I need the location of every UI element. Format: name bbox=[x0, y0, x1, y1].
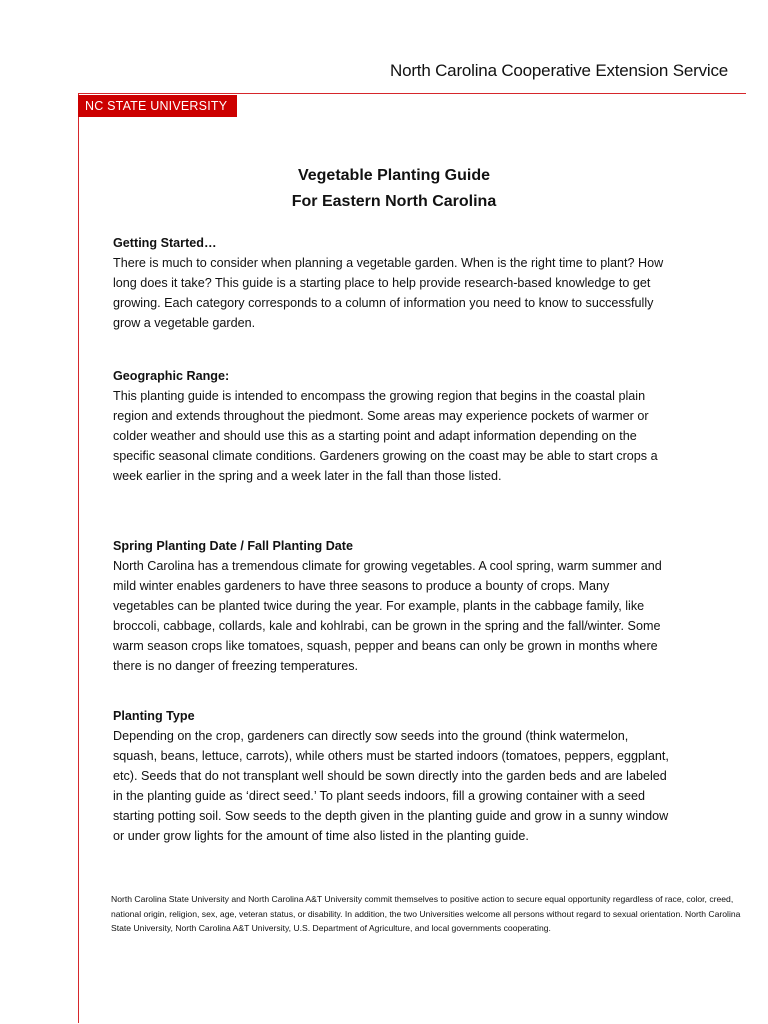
document-subtitle: For Eastern North Carolina bbox=[291, 193, 497, 210]
section-body: There is much to consider when planning a vegetable garden. When is the right time to plant? How long does it take? This guide is a starting place to help provide research-based knowledge to get growing. Each category corresponds to a column of information you need to know to successfully grow a vegetable garden. bbox=[113, 256, 664, 330]
section-body: North Carolina has a tremendous climate for growing vegetables. A cool spring, warm summer and mild winter enables gardeners to have three seasons to produce a bounty of crops. Many vegetables can be planted twice during the year. For example, plants in the cabbage family, like broccoli, cabbage, collards, kale and kohlrabi, can be grown in the spring and the fall/winter. Some warm season crops like tomatoes, squash, pepper and beans can only be grown in months where there is no danger of freezing temperatures. bbox=[113, 559, 662, 673]
section-heading: Planting Type bbox=[113, 709, 195, 723]
section-heading: Getting Started… bbox=[113, 236, 217, 250]
section-body: This planting guide is intended to encompass the growing region that begins in the coastal plain region and extends throughout the piedmont. Some areas may experience pockets of warmer or colder weather and should use this as a starting point and adapt information depending on the specific seasonal climate conditions. Gardeners growing on the coast may be able to start crops a week earlier in the spring and a week later in the fall than those listed. bbox=[113, 389, 658, 483]
left-margin-rule bbox=[78, 93, 79, 1023]
header-divider bbox=[78, 93, 746, 94]
section-planting-type bbox=[113, 706, 673, 846]
organization-name: North Carolina Cooperative Extension Service bbox=[390, 61, 728, 80]
section-heading: Geographic Range: bbox=[113, 369, 230, 383]
footer-disclaimer: North Carolina State University and North Carolina A&T University commit themselves to positive action to secure equal opportunity regardless of race, color, creed, national origin, religion, sex, age, veteran status, or disability. In addition, the two Universities welcome all persons without regard to sexual orientation. North Carolina State University, North Carolina A&T University, U.S. Department of Agriculture, and local governments cooperating. bbox=[111, 894, 741, 933]
section-planting-dates bbox=[113, 536, 673, 676]
section-heading: Spring Planting Date / Fall Planting Date bbox=[113, 539, 354, 553]
university-badge: NC STATE UNIVERSITY bbox=[78, 95, 237, 117]
section-body: Depending on the crop, gardeners can directly sow seeds into the ground (think watermelon, squash, beans, lettuce, carrots), while others must be started indoors (tomatoes, peppers, eggplant, etc). Seeds that do not transplant well should be sown directly into the garden beds and are labeled in the planting guide as ‘direct seed.’ To plant seeds indoors, fill a growing container with a seed starting potting soil. Sow seeds to the depth given in the planting guide and grow in a sunny window or under grow lights for the amount of time also listed in the planting guide. bbox=[113, 729, 669, 843]
section-geographic-range bbox=[113, 366, 673, 486]
section-getting-started bbox=[113, 233, 673, 333]
document-title: Vegetable Planting Guide bbox=[297, 167, 491, 184]
